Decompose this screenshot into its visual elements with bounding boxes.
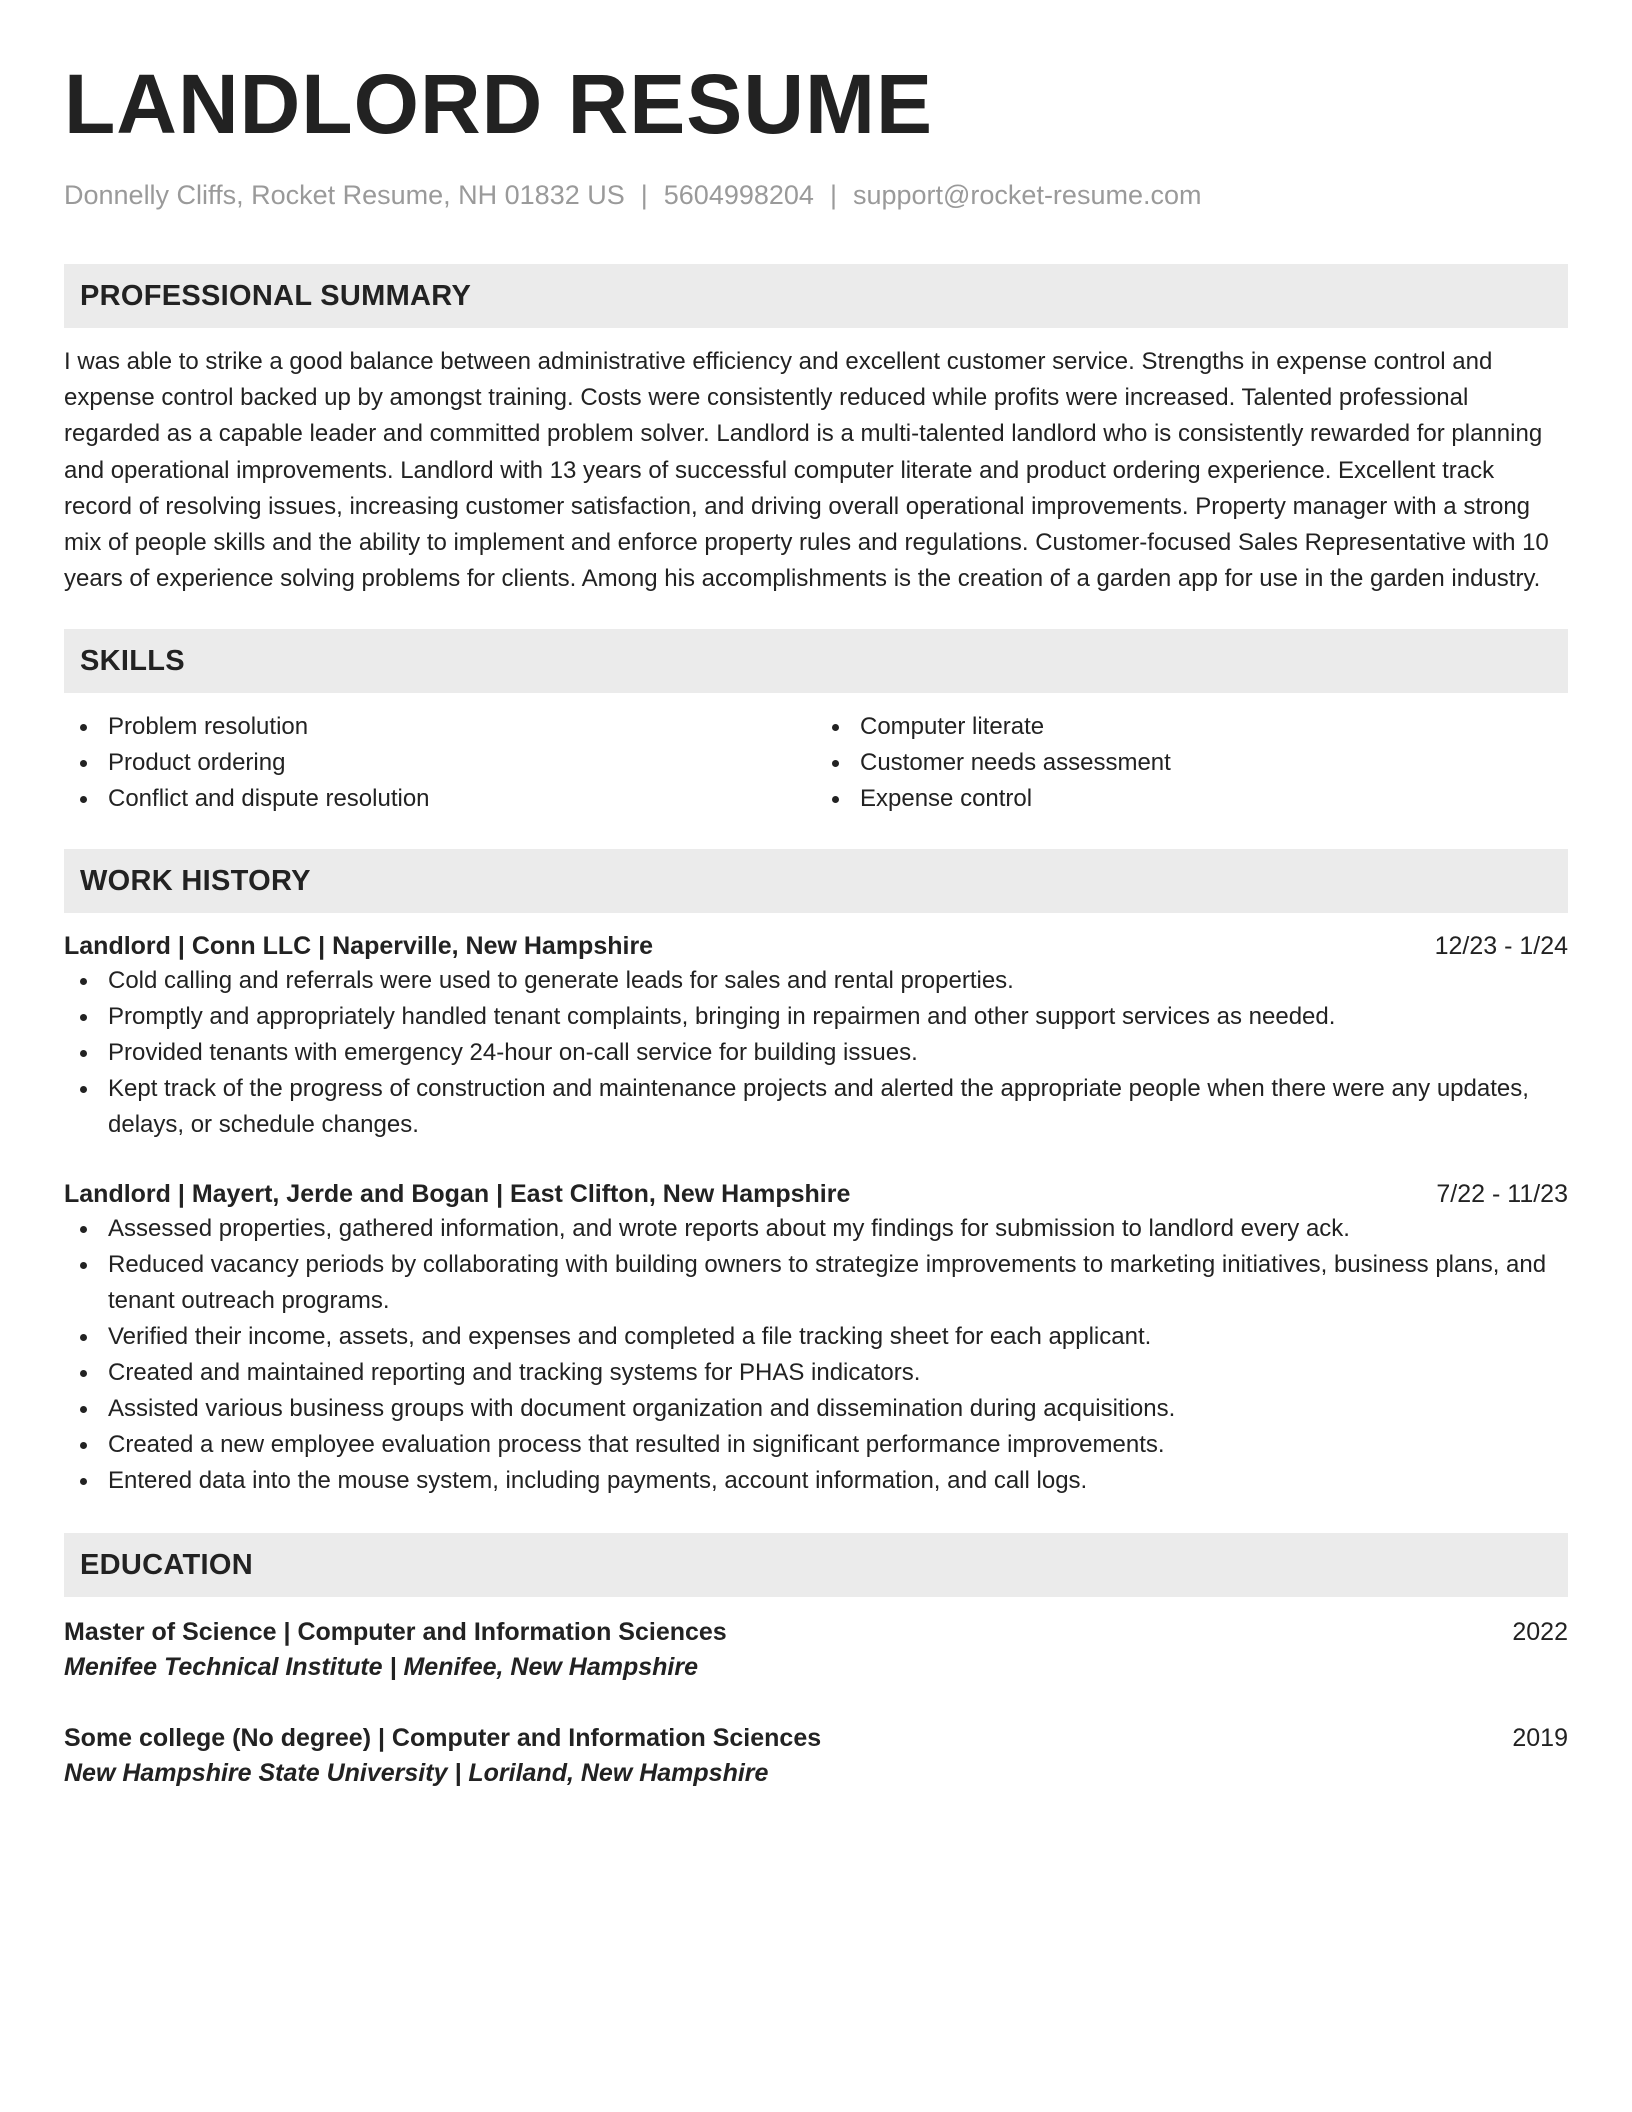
contact-address: Donnelly Cliffs, Rocket Resume, NH 01832 US — [64, 180, 625, 210]
job-bullet: Kept track of the progress of construction and maintenance projects and alerted the appropriate people when there were any updates, delays, or schedule changes. — [64, 1071, 1568, 1143]
job-dates: 7/22 - 11/23 — [1436, 1180, 1568, 1209]
education-entry — [64, 1615, 1568, 1685]
education-entry — [64, 1721, 1568, 1791]
education-heading — [64, 1615, 1568, 1649]
contact-email: support@rocket-resume.com — [852, 180, 1202, 210]
contact-separator: | — [640, 180, 648, 210]
section-header-education: EDUCATION — [64, 1533, 1568, 1597]
skill-item: Product ordering — [64, 745, 816, 781]
skill-item: Customer needs assessment — [816, 745, 1568, 781]
skill-item: Expense control — [816, 781, 1568, 817]
job-title: Landlord | Mayert, Jerde and Bogan | East Clifton, New Hampshire — [64, 1180, 851, 1209]
job-heading — [64, 929, 1568, 963]
job-bullet: Assessed properties, gathered information, and wrote reports about my findings for submission to landlord every ack. — [64, 1211, 1568, 1247]
degree: Some college (No degree) | Computer and Information Sciences — [64, 1724, 822, 1753]
education-year: 2019 — [1512, 1724, 1568, 1753]
education-heading — [64, 1721, 1568, 1755]
job-bullet: Provided tenants with emergency 24-hour on-call service for building issues. — [64, 1035, 1568, 1071]
job-bullet-list — [64, 963, 1568, 1143]
job-bullet: Cold calling and referrals were used to generate leads for sales and rental properties. — [64, 963, 1568, 999]
section-header-summary: PROFESSIONAL SUMMARY — [64, 264, 1568, 328]
contact-phone: 5604998204 — [663, 180, 814, 210]
job-heading — [64, 1177, 1568, 1211]
resume-title: LANDLORD RESUME — [64, 57, 933, 151]
job-bullet: Created a new employee evaluation process that resulted in significant performance improvements. — [64, 1427, 1568, 1463]
section-header-work-history: WORK HISTORY — [64, 849, 1568, 913]
contact-line — [64, 178, 1568, 212]
job-bullet: Promptly and appropriately handled tenant complaints, bringing in repairmen and other support services as needed. — [64, 999, 1568, 1035]
job-bullet: Entered data into the mouse system, including payments, account information, and call logs. — [64, 1463, 1568, 1499]
job-title: Landlord | Conn LLC | Naperville, New Hampshire — [64, 932, 654, 961]
job-bullet: Assisted various business groups with document organization and dissemination during acquisitions. — [64, 1391, 1568, 1427]
skill-item: Conflict and dispute resolution — [64, 781, 816, 817]
skills-column-right — [816, 709, 1568, 817]
summary-text: I was able to strike a good balance between administrative efficiency and excellent customer service. Strengths in expense control and expense control backed up by amongst training. Costs were consistently reduced while profits were increased. Talented professional regarded as a capable leader and committed problem solver. Landlord is a multi-talented landlord who is consistently rewarded for planning and operational improvements. Landlord with 13 years of successful computer literate and product ordering experience. Excellent track record of resolving issues, increasing customer satisfaction, and driving overall operational improvements. Property manager with a strong mix of people skills and the ability to implement and enforce property rules and regulations. Customer-focused Sales Representative with 10 years of experience solving problems for clients. Among his accomplishments is the creation of a garden app for use in the garden industry. — [64, 348, 1549, 593]
school: New Hampshire State University | Loriland, New Hampshire — [64, 1759, 769, 1788]
skills-grid — [64, 709, 1568, 817]
degree: Master of Science | Computer and Information Sciences — [64, 1618, 727, 1647]
contact-separator: | — [829, 180, 837, 210]
school: Menifee Technical Institute | Menifee, New Hampshire — [64, 1653, 698, 1682]
job-bullet: Created and maintained reporting and tracking systems for PHAS indicators. — [64, 1355, 1568, 1391]
job-bullet: Reduced vacancy periods by collaborating with building owners to strategize improvements to marketing initiatives, business plans, and tenant outreach programs. — [64, 1247, 1568, 1319]
skills-column-left — [64, 709, 816, 817]
job-bullet: Verified their income, assets, and expenses and completed a file tracking sheet for each applicant. — [64, 1319, 1568, 1355]
job-bullet-list — [64, 1211, 1568, 1499]
education-year: 2022 — [1512, 1618, 1568, 1647]
skill-item: Computer literate — [816, 709, 1568, 745]
skill-item: Problem resolution — [64, 709, 816, 745]
section-header-skills: SKILLS — [64, 629, 1568, 693]
job-dates: 12/23 - 1/24 — [1434, 932, 1568, 961]
